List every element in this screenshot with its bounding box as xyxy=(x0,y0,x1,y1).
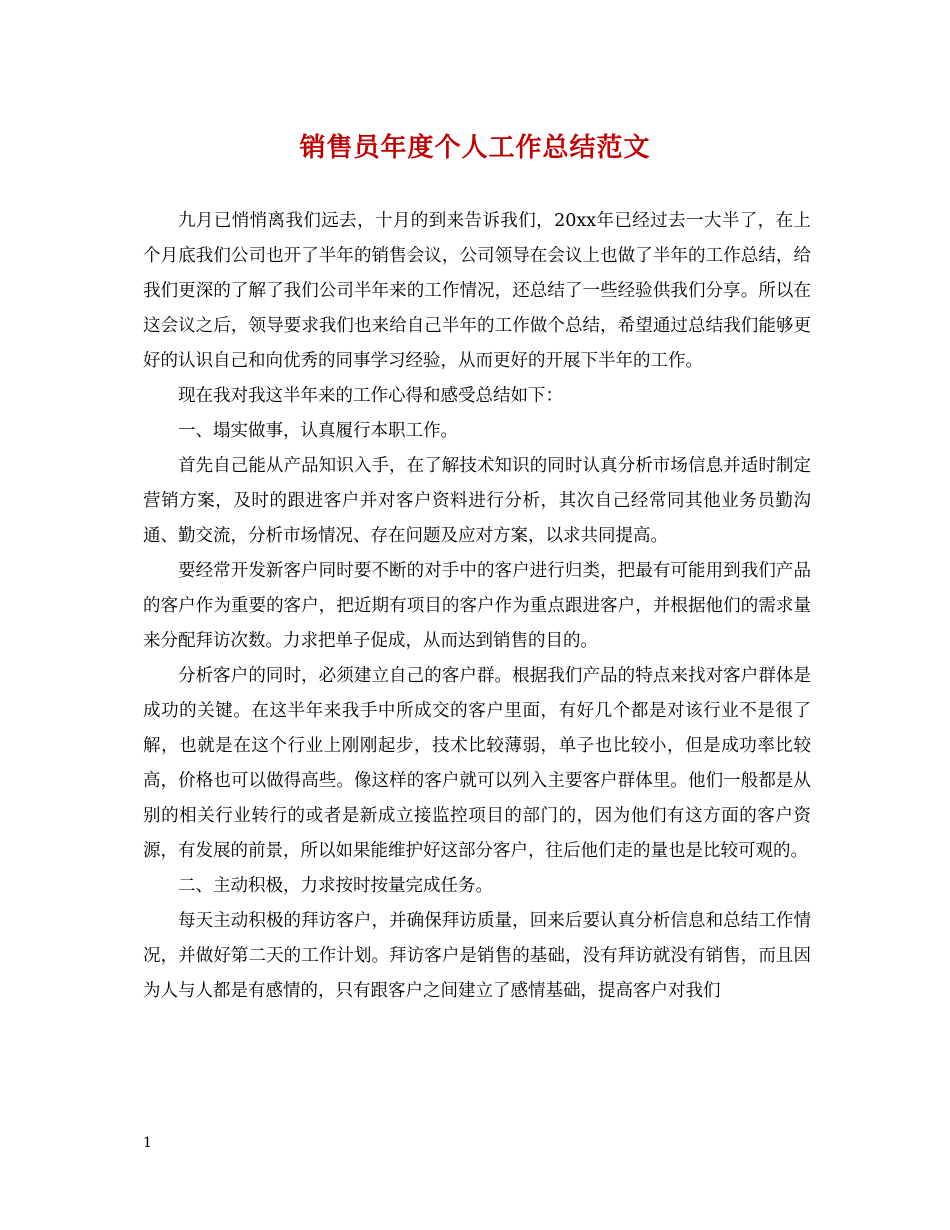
paragraph: 现在我对我这半年来的工作心得和感受总结如下： xyxy=(178,386,563,406)
paragraph: 要经常开发新客户同时要不断的对手中的客户进行归类，把最有可能用到我们产品的客户作为重要的客户，把近期有项目的客户作为重点跟进客户，并根据他们的需求量来分配拜访次数。力求把单子促成，从而达到销售的目的。 xyxy=(143,561,811,651)
document-body xyxy=(143,204,811,1009)
document-title: 销售员年度个人工作总结范文 xyxy=(299,133,651,163)
paragraph: 九月已悄悄离我们远去，十月的到来告诉我们，20xx年已经过去一大半了，在上个月底我们公司也开了半年的销售会议，公司领导在会议上也做了半年的工作总结，给我们更深的了解了我们公司半年来的工作情况，还总结了一些经验供我们分享。所以在这会议之后，领导要求我们也来给自己半年的工作做个总结，希望通过总结我们能够更好的认识自己和向优秀的同事学习经验，从而更好的开展下半年的工作。 xyxy=(143,211,811,371)
paragraph: 首先自己能从产品知识入手，在了解技术知识的同时认真分析市场信息并适时制定营销方案，及时的跟进客户并对客户资料进行分析，其次自己经常同其他业务员勤沟通、勤交流，分析市场情况、存在问题及应对方案，以求共同提高。 xyxy=(143,456,811,546)
paragraph: 每天主动积极的拜访客户，并确保拜访质量，回来后要认真分析信息和总结工作情况，并做好第二天的工作计划。拜访客户是销售的基础，没有拜访就没有销售，而且因为人与人都是有感情的，只有跟客户之间建立了感情基础，提高客户对我们 xyxy=(143,911,811,1001)
page-number: 1 xyxy=(143,1135,152,1151)
section-heading: 一、塌实做事，认真履行本职工作。 xyxy=(178,421,458,441)
paragraph: 分析客户的同时，必须建立自己的客户群。根据我们产品的特点来找对客户群体是成功的关键。在这半年来我手中所成交的客户里面，有好几个都是对该行业不是很了解，也就是在这个行业上刚刚起步，技术比较薄弱，单子也比较小，但是成功率比较高，价格也可以做得高些。像这样的客户就可以列入主要客户群体里。他们一般都是从别的相关行业转行的或者是新成立接监控项目的部门的，因为他们有这方面的客户资源，有发展的前景，所以如果能维护好这部分客户，往后他们走的量也是比较可观的。 xyxy=(143,666,811,861)
section-heading: 二、主动积极，力求按时按量完成任务。 xyxy=(178,876,493,896)
